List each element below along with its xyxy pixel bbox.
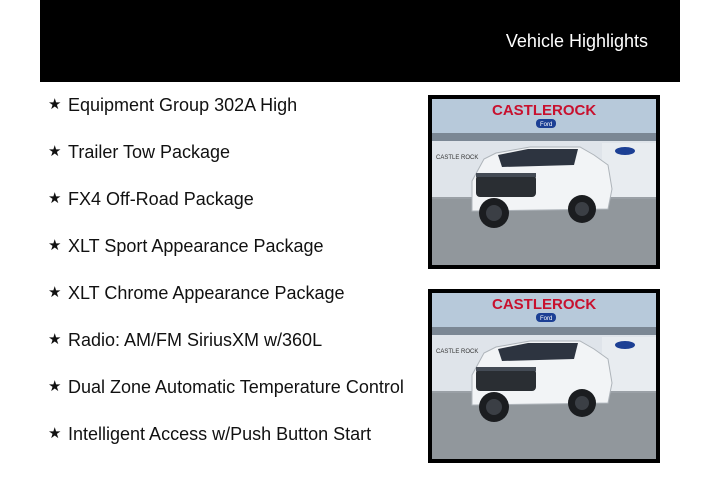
- star-bullet-icon: ★: [48, 237, 62, 254]
- star-bullet-icon: ★: [48, 331, 62, 348]
- feature-text: XLT Chrome Appearance Package: [68, 283, 345, 303]
- vehicle-photo-1[interactable]: [428, 95, 660, 269]
- list-item: [48, 376, 408, 398]
- list-item: [48, 235, 408, 257]
- list-item: [48, 329, 408, 351]
- star-bullet-icon: ★: [48, 284, 62, 301]
- truck-photo-image: [432, 99, 656, 265]
- star-bullet-icon: ★: [48, 190, 62, 207]
- star-bullet-icon: ★: [48, 378, 62, 395]
- dealer-sign-text: CASTLE ROCK: [436, 155, 479, 161]
- list-item: [48, 423, 408, 445]
- header-bar: [40, 0, 680, 82]
- feature-text: Intelligent Access w/Push Button Start: [68, 424, 372, 444]
- ford-badge-text: Ford: [540, 122, 553, 128]
- feature-text: Equipment Group 302A High: [68, 95, 298, 115]
- dealer-sign-text: CASTLE ROCK: [436, 349, 479, 355]
- list-item: [48, 188, 408, 210]
- feature-text: Dual Zone Automatic Temperature Control: [68, 377, 404, 397]
- feature-text: XLT Sport Appearance Package: [68, 236, 324, 256]
- list-item: [48, 282, 408, 304]
- page-title: Vehicle Highlights: [505, 31, 648, 51]
- ford-badge-text: Ford: [540, 316, 553, 322]
- truck-photo-image: [432, 293, 656, 459]
- feature-text: Radio: AM/FM SiriusXM w/360L: [68, 330, 323, 350]
- star-bullet-icon: ★: [48, 143, 62, 160]
- vehicle-photo-2[interactable]: [428, 289, 660, 463]
- list-item: [48, 141, 408, 163]
- feature-text: FX4 Off-Road Package: [68, 189, 254, 209]
- star-bullet-icon: ★: [48, 425, 62, 442]
- list-item: [48, 94, 408, 116]
- feature-text: Trailer Tow Package: [68, 142, 231, 162]
- dealer-logo-text: CASTLEROCK: [492, 296, 597, 313]
- dealer-logo-text: CASTLEROCK: [492, 102, 597, 119]
- feature-list: [48, 94, 408, 470]
- star-bullet-icon: ★: [48, 96, 62, 113]
